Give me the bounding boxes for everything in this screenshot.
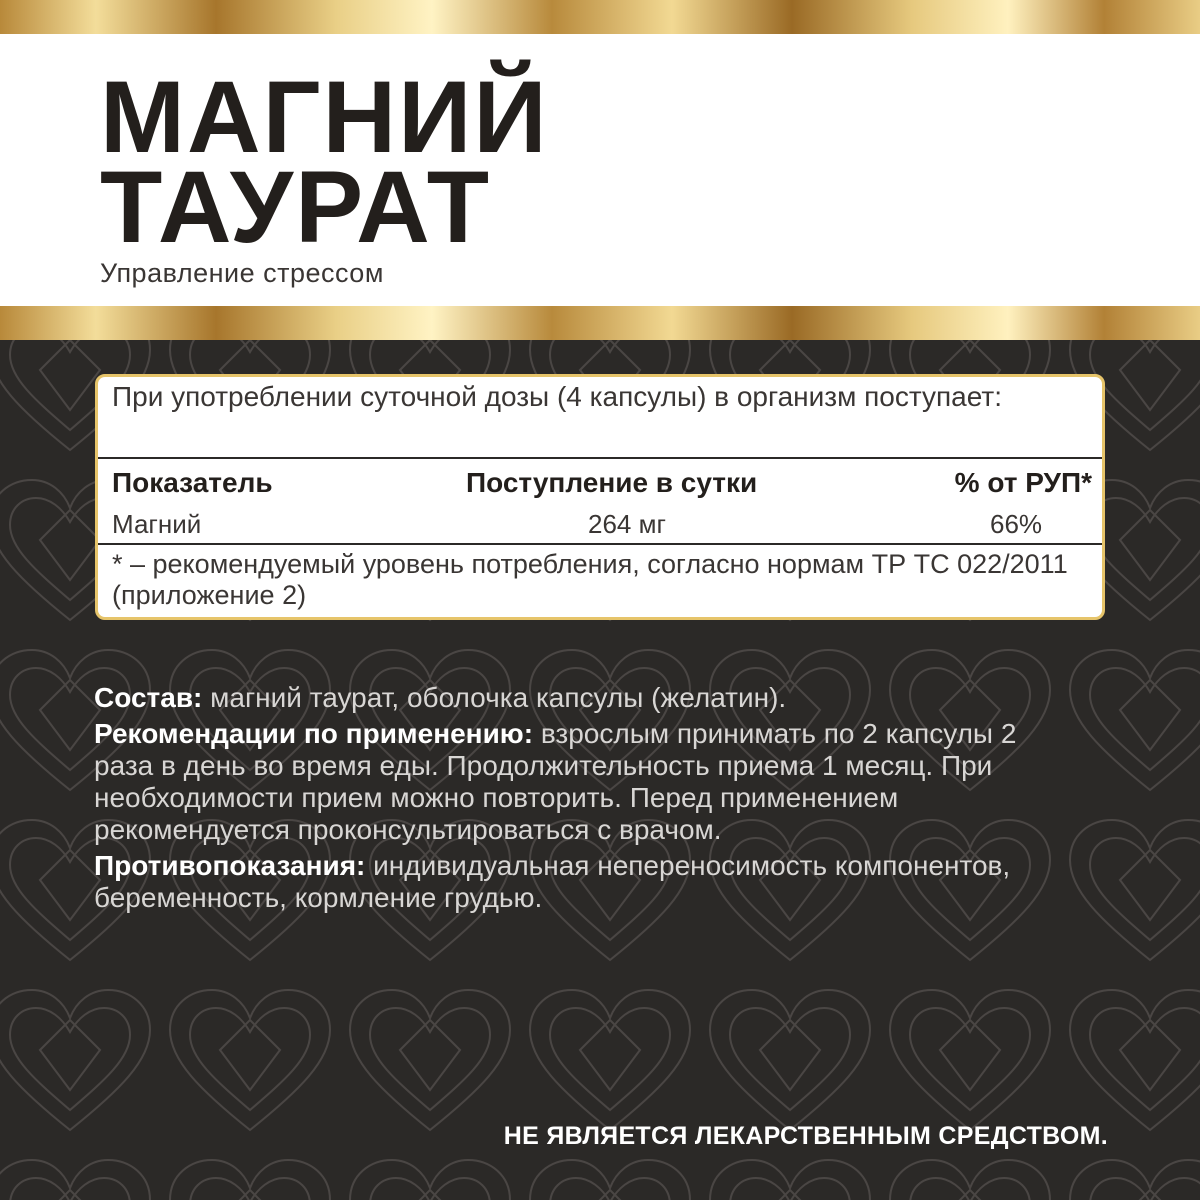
contraindications-text: индивидуальная непереносимость компонентов, беременность, кормление грудью.: [94, 850, 1011, 913]
daily-dose-intro: При употреблении суточной дозы (4 капсулы) в организм поступает:: [112, 381, 1002, 412]
usage-label: Рекомендации по применению:: [94, 718, 534, 749]
product-title-line2: ТАУРАТ: [100, 150, 492, 264]
composition-label: Состав:: [94, 682, 203, 713]
product-title-line1: МАГНИЙ: [100, 60, 549, 174]
rup-footnote: * – рекомендуемый уровень потребления, согласно нормам ТР ТС 022/2011 (приложение 2): [112, 549, 1068, 610]
product-details: [94, 682, 1054, 918]
contraindications-paragraph: [94, 850, 1054, 914]
table-divider-bottom: [98, 543, 1102, 545]
usage-text: взрослым принимать по 2 капсулы 2 раза в день во время еды. Продолжительность приема 1 месяц. При необходимости прием можно повторить. Перед применением рекомендуется проконсультироваться с врачом.: [94, 718, 1017, 845]
composition-paragraph: [94, 682, 1054, 714]
table-divider-top: [98, 457, 1102, 459]
column-header-indicator: Показатель: [112, 467, 273, 498]
usage-paragraph: [94, 718, 1054, 846]
composition-text: магний таурат, оболочка капсулы (желатин).: [210, 682, 787, 713]
contraindications-label: Противопоказания:: [94, 850, 366, 881]
header: [0, 34, 1200, 306]
column-header-daily-intake: Поступление в сутки: [466, 467, 758, 498]
not-medicine-disclaimer: НЕ ЯВЛЯЕТСЯ ЛЕКАРСТВЕННЫМ СРЕДСТВОМ.: [503, 1122, 1108, 1150]
table-cell-rup: 66%: [990, 509, 1043, 539]
product-subtitle: Управление стрессом: [100, 258, 384, 288]
table-cell-name: Магний: [112, 509, 202, 539]
gold-band-middle: [0, 306, 1200, 340]
column-header-rup-percent: % от РУП*: [954, 467, 1092, 498]
table-cell-daily: 264 мг: [588, 509, 666, 539]
gold-band-top: [0, 0, 1200, 34]
nutrition-info-box: [95, 374, 1105, 620]
product-title: [100, 60, 549, 264]
